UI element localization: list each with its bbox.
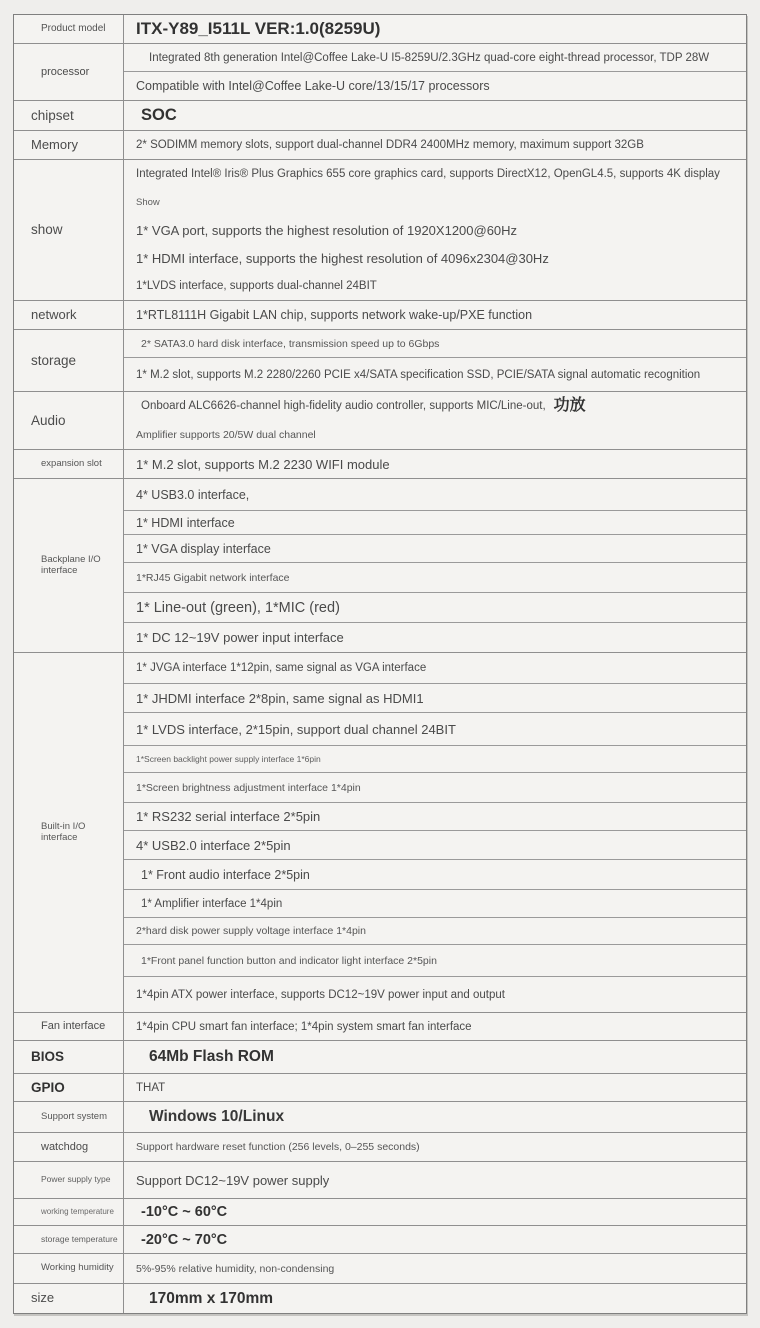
row-label-backplane-io	[14, 479, 124, 652]
section-watchdog	[14, 1133, 746, 1162]
spec-line	[124, 803, 746, 830]
spec-row	[124, 15, 746, 43]
section-power-supply-type	[14, 1162, 746, 1199]
spec-rows-product-model	[124, 15, 746, 43]
spec-line	[124, 1013, 746, 1040]
section-storage-temperature	[14, 1226, 746, 1254]
spec-text: 1*RTL8111H Gigabit LAN chip, supports network wake-up/PXE function	[136, 308, 533, 322]
spec-rows-gpio	[124, 1074, 746, 1101]
spec-line	[124, 1254, 746, 1283]
spec-row	[124, 511, 746, 535]
spec-row	[124, 945, 746, 977]
spec-text: 1*Screen brightness adjustment interface 1*4pin	[136, 781, 361, 794]
section-bios	[14, 1041, 746, 1074]
spec-text: 5%-95% relative humidity, non-condensing	[136, 1262, 335, 1275]
spec-row	[124, 593, 746, 623]
spec-line	[124, 131, 746, 159]
spec-rows-storage	[124, 330, 746, 391]
spec-line	[124, 1102, 746, 1132]
spec-line	[124, 358, 746, 391]
row-label-fan-interface	[14, 1013, 124, 1040]
spec-text: Support hardware reset function (256 levels, 0–255 seconds)	[136, 1141, 420, 1153]
spec-line	[124, 1041, 746, 1073]
row-label-text: watchdog	[41, 1140, 89, 1153]
spec-text: 1* VGA port, supports the highest resolution of 1920X1200@60Hz	[136, 222, 518, 238]
row-label-working-temperature	[14, 1199, 124, 1225]
spec-line	[124, 713, 746, 745]
row-label-expansion-slot	[14, 450, 124, 478]
spec-text: 1* M.2 slot, supports M.2 2230 WIFI module	[136, 456, 390, 472]
spec-table	[13, 14, 747, 1314]
section-audio	[14, 392, 746, 450]
row-label-text: Built-in I/O interface	[41, 820, 86, 843]
section-size	[14, 1284, 746, 1313]
row-label-power-supply-type	[14, 1162, 124, 1198]
spec-line	[124, 831, 746, 859]
spec-text: 1* DC 12~19V power input interface	[136, 630, 344, 645]
spec-text: 1* HDMI interface	[136, 515, 235, 530]
row-label-support-system	[14, 1102, 124, 1132]
row-label-memory	[14, 131, 124, 159]
spec-line	[124, 1284, 746, 1313]
spec-line	[124, 1162, 746, 1198]
spec-line	[124, 860, 746, 889]
section-chipset	[14, 101, 746, 131]
spec-rows-show	[124, 160, 746, 300]
spec-row	[124, 1013, 746, 1040]
spec-row	[124, 330, 746, 358]
spec-line	[124, 773, 746, 802]
spec-line	[124, 1199, 746, 1225]
row-label-text: Audio	[31, 412, 66, 428]
spec-row	[124, 1102, 746, 1132]
spec-row	[124, 1074, 746, 1101]
row-label-text: storage	[31, 352, 77, 368]
spec-rows-audio	[124, 392, 746, 449]
spec-row	[124, 1162, 746, 1198]
spec-rows-support-system	[124, 1102, 746, 1132]
spec-row	[124, 977, 746, 1012]
row-label-text: Memory	[31, 136, 78, 152]
spec-row	[124, 831, 746, 860]
spec-row	[124, 44, 746, 72]
spec-row	[124, 918, 746, 945]
spec-line	[124, 890, 746, 917]
spec-text: 1* JVGA interface 1*12pin, same signal as VGA interface	[136, 662, 427, 674]
spec-line	[124, 918, 746, 944]
spec-text: 1*LVDS interface, supports dual-channel 24BIT	[136, 280, 377, 292]
spec-line	[124, 511, 746, 534]
row-label-storage-temperature	[14, 1226, 124, 1253]
spec-row	[124, 450, 746, 478]
amplifier-cjk-label: 功放	[553, 397, 586, 415]
row-label-text: working temperature	[41, 1207, 114, 1217]
row-label-bios	[14, 1041, 124, 1073]
spec-row	[124, 160, 746, 300]
spec-row	[124, 1133, 746, 1161]
spec-line	[124, 244, 746, 272]
spec-rows-working-temperature	[124, 1199, 746, 1225]
spec-line	[124, 746, 746, 772]
spec-text: 1* HDMI interface, supports the highest resolution of 4096x2304@30Hz	[136, 250, 549, 266]
spec-text: Integrated 8th generation Intel@Coffee Lake-U I5-8259U/2.3GHz quad-core eight-thread processor, TDP 28W	[149, 51, 710, 64]
spec-row	[124, 1226, 746, 1253]
row-label-text: expansion slot	[41, 457, 102, 469]
row-label-text: size	[31, 1290, 55, 1306]
spec-rows-storage-temperature	[124, 1226, 746, 1253]
row-label-text: Fan interface	[41, 1020, 106, 1033]
spec-row	[124, 101, 746, 130]
row-label-storage	[14, 330, 124, 391]
spec-line	[124, 535, 746, 562]
row-label-builtin-io	[14, 653, 124, 1012]
row-label-network	[14, 301, 124, 329]
spec-row	[124, 535, 746, 563]
spec-text: 1*4pin CPU smart fan interface; 1*4pin system smart fan interface	[136, 1020, 472, 1033]
spec-line	[124, 160, 746, 188]
spec-line	[124, 977, 746, 1012]
section-storage	[14, 330, 746, 392]
spec-rows-fan-interface	[124, 1013, 746, 1040]
spec-row	[124, 713, 746, 746]
spec-line	[124, 216, 746, 244]
spec-text: 2*hard disk power supply voltage interface 1*4pin	[136, 925, 366, 937]
section-backplane-io	[14, 479, 746, 653]
spec-rows-processor	[124, 44, 746, 100]
spec-line	[124, 684, 746, 712]
section-expansion-slot	[14, 450, 746, 479]
row-label-text: network	[31, 306, 77, 322]
row-label-text: processor	[41, 65, 90, 78]
spec-text: 1* Front audio interface 2*5pin	[141, 867, 310, 882]
spec-line	[124, 479, 746, 510]
row-label-gpio	[14, 1074, 124, 1101]
section-memory	[14, 131, 746, 160]
spec-text: 1*Screen backlight power supply interface 1*6pin	[136, 754, 321, 764]
spec-rows-network	[124, 301, 746, 329]
section-gpio	[14, 1074, 746, 1102]
spec-line	[124, 653, 746, 683]
spec-text: 1* Line-out (green), 1*MIC (red)	[136, 599, 340, 616]
spec-text: 2* SATA3.0 hard disk interface, transmission speed up to 6Gbps	[141, 337, 440, 350]
spec-text: 1* LVDS interface, 2*15pin, support dual channel 24BIT	[136, 721, 456, 737]
spec-text: ITX-Y89_I511L VER:1.0(8259U)	[136, 19, 381, 38]
section-show	[14, 160, 746, 301]
spec-line	[124, 301, 746, 329]
spec-line	[124, 1226, 746, 1253]
spec-line	[124, 593, 746, 622]
spec-text: SOC	[141, 106, 177, 124]
row-label-chipset	[14, 101, 124, 130]
spec-line	[124, 188, 746, 216]
spec-row	[124, 1041, 746, 1073]
spec-text: 2* SODIMM memory slots, support dual-channel DDR4 2400MHz memory, maximum support 32GB	[136, 139, 644, 151]
spec-row	[124, 392, 746, 449]
spec-text: 1* Amplifier interface 1*4pin	[141, 897, 283, 910]
spec-row	[124, 1254, 746, 1283]
spec-text: -20°C ~ 70°C	[141, 1231, 228, 1248]
row-label-product-model	[14, 15, 124, 43]
spec-text: Support DC12~19V power supply	[136, 1172, 330, 1188]
spec-row	[124, 653, 746, 684]
section-fan-interface	[14, 1013, 746, 1041]
spec-rows-watchdog	[124, 1133, 746, 1161]
spec-line	[124, 15, 746, 43]
spec-line	[124, 330, 746, 357]
section-network	[14, 301, 746, 330]
row-label-text: show	[31, 222, 63, 238]
spec-text: 1* M.2 slot, supports M.2 2280/2260 PCIE x4/SATA specification SSD, PCIE/SATA signal automatic recognition	[136, 368, 701, 381]
row-label-text: Backplane I/O interface	[41, 553, 101, 576]
row-label-text: GPIO	[31, 1079, 65, 1095]
spec-text: 1* RS232 serial interface 2*5pin	[136, 809, 321, 824]
spec-line	[124, 272, 746, 300]
spec-line	[124, 101, 746, 130]
spec-rows-chipset	[124, 101, 746, 130]
spec-text: THAT	[136, 1081, 166, 1094]
row-label-text: Working humidity	[41, 1262, 114, 1274]
spec-text: 4* USB2.0 interface 2*5pin	[136, 837, 291, 853]
spec-text: Amplifier supports 20/5W dual channel	[136, 428, 316, 441]
spec-text: 1* JHDMI interface 2*8pin, same signal as HDMI1	[136, 690, 424, 706]
spec-row	[124, 860, 746, 890]
spec-text: 1*RJ45 Gigabit network interface	[136, 571, 290, 584]
row-label-size	[14, 1284, 124, 1313]
row-label-working-humidity	[14, 1254, 124, 1283]
spec-text: -10°C ~ 60°C	[141, 1204, 228, 1220]
spec-text: 1*Front panel function button and indicator light interface 2*5pin	[141, 954, 437, 967]
spec-rows-size	[124, 1284, 746, 1313]
spec-line	[124, 945, 746, 976]
section-product-model	[14, 15, 746, 44]
row-label-audio	[14, 392, 124, 449]
spec-row	[124, 773, 746, 803]
spec-line	[124, 563, 746, 592]
spec-text: Onboard ALC6626-channel high-fidelity audio controller, supports MIC/Line-out,	[141, 400, 546, 413]
spec-rows-backplane-io	[124, 479, 746, 652]
spec-text: 64Mb Flash ROM	[149, 1048, 274, 1065]
row-label-processor	[14, 44, 124, 100]
section-working-humidity	[14, 1254, 746, 1284]
spec-line	[124, 392, 746, 421]
spec-rows-bios	[124, 1041, 746, 1073]
spec-row	[124, 479, 746, 511]
spec-line	[124, 1133, 746, 1161]
spec-row	[124, 301, 746, 329]
row-label-text: Product model	[41, 23, 106, 35]
spec-line	[124, 421, 746, 450]
spec-line	[124, 44, 746, 71]
spec-rows-power-supply-type	[124, 1162, 746, 1198]
row-label-text: BIOS	[31, 1049, 65, 1065]
spec-row	[124, 803, 746, 831]
spec-line	[124, 623, 746, 652]
spec-text: Integrated Intel® Iris® Plus Graphics 655 core graphics card, supports DirectX12, OpenGL4.5, supports 4K display	[136, 168, 720, 180]
section-working-temperature	[14, 1199, 746, 1226]
spec-text: 4* USB3.0 interface,	[136, 487, 250, 502]
spec-rows-working-humidity	[124, 1254, 746, 1283]
spec-text: Show	[136, 196, 160, 208]
spec-row	[124, 131, 746, 159]
spec-text: 1*4pin ATX power interface, supports DC12~19V power input and output	[136, 988, 505, 1001]
row-label-text: Power supply type	[41, 1174, 111, 1185]
spec-row	[124, 72, 746, 100]
section-processor	[14, 44, 746, 101]
spec-row	[124, 746, 746, 773]
spec-row	[124, 890, 746, 918]
spec-row	[124, 563, 746, 593]
spec-text: 170mm x 170mm	[149, 1289, 274, 1307]
spec-row	[124, 684, 746, 713]
spec-text: 1* VGA display interface	[136, 541, 271, 556]
spec-rows-expansion-slot	[124, 450, 746, 478]
row-label-text: chipset	[31, 107, 74, 123]
spec-line	[124, 1074, 746, 1101]
spec-row	[124, 623, 746, 652]
section-builtin-io	[14, 653, 746, 1013]
row-label-text: storage temperature	[41, 1233, 118, 1244]
spec-text: Compatible with Intel@Coffee Lake-U core/13/15/17 processors	[136, 79, 490, 93]
spec-row	[124, 1199, 746, 1225]
row-label-watchdog	[14, 1133, 124, 1161]
row-label-show	[14, 160, 124, 300]
row-label-text: Support system	[41, 1110, 107, 1122]
spec-row	[124, 1284, 746, 1313]
spec-line	[124, 72, 746, 100]
spec-rows-builtin-io	[124, 653, 746, 1012]
spec-text: Windows 10/Linux	[149, 1108, 285, 1125]
spec-row	[124, 358, 746, 391]
spec-rows-memory	[124, 131, 746, 159]
spec-line	[124, 450, 746, 478]
section-support-system	[14, 1102, 746, 1133]
